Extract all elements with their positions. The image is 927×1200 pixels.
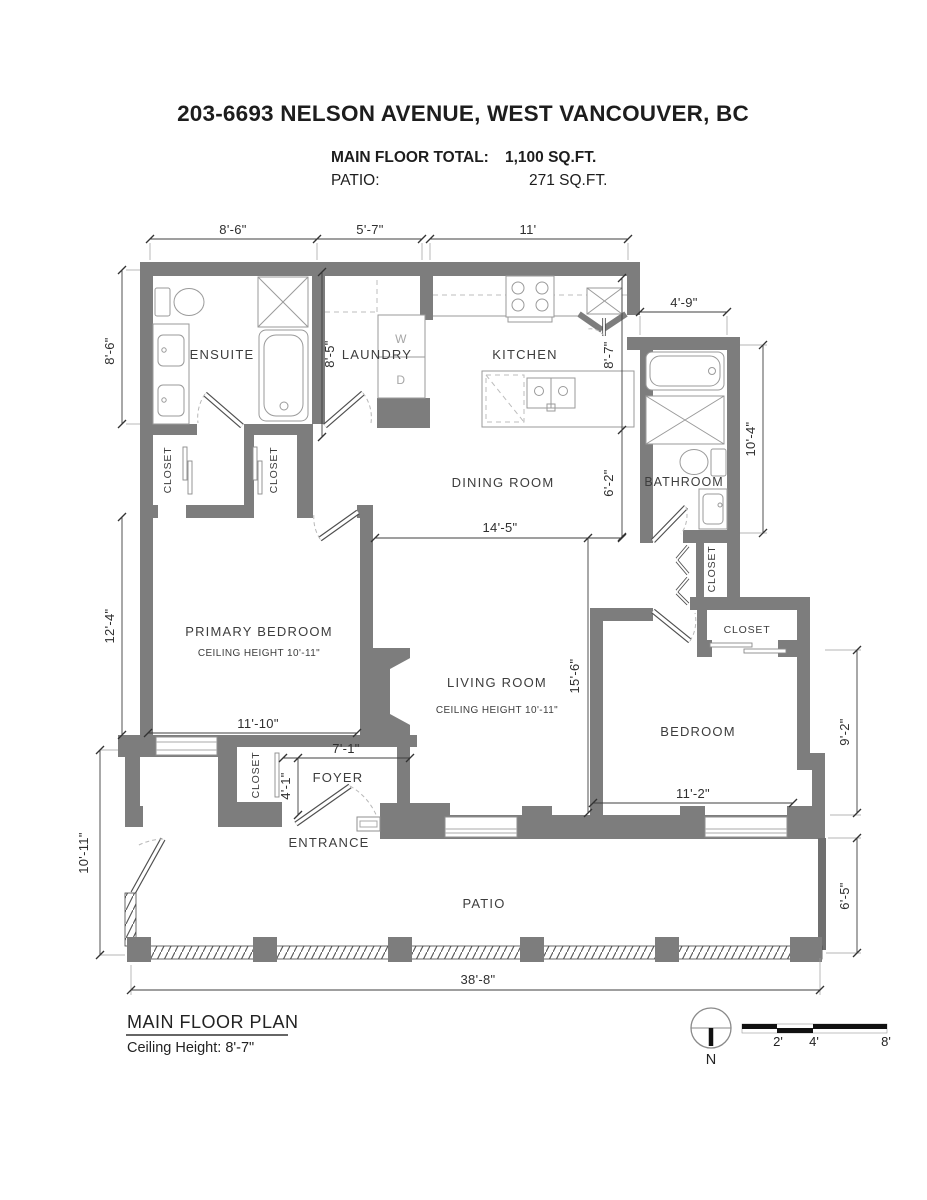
bedroom-door — [653, 611, 696, 641]
footer — [126, 1008, 891, 1068]
plan-title: MAIN FLOOR PLAN — [127, 1012, 299, 1032]
dim-ensuite-w: 8'-6" — [219, 222, 247, 237]
dim-bath-w: 4'-9" — [670, 295, 698, 310]
bathroom-door — [653, 507, 687, 541]
stove-icon — [506, 276, 554, 317]
dim-patio-right: 6'-5" — [837, 882, 852, 910]
dim-patio-w: 38'-8" — [460, 972, 496, 987]
dim-kitchen-w: 11' — [519, 222, 537, 237]
room-label-living: LIVING ROOM — [447, 675, 547, 690]
room-label-primary-bedroom: PRIMARY BEDROOM — [185, 624, 333, 639]
dim-bedroom-h: 9'-2" — [837, 718, 852, 746]
hall-closet-bifold-doors — [677, 546, 688, 604]
ensuite-toilet-bowl-icon — [174, 289, 204, 316]
primary-window — [156, 737, 217, 755]
dim-bath-h: 10'-4" — [743, 421, 758, 457]
living-window — [445, 817, 517, 837]
scale-tick-4: 4' — [809, 1034, 819, 1049]
bath-toilet-tank-icon — [711, 449, 726, 476]
scale-tick-8: 8' — [881, 1034, 891, 1049]
room-label-entrance: ENTRANCE — [288, 835, 370, 850]
page-title: 203-6693 NELSON AVENUE, WEST VANCOUVER, BC — [177, 101, 749, 126]
room-label-kitchen: KITCHEN — [492, 347, 558, 362]
dim-foyer-w: 7'-1" — [332, 741, 360, 756]
ensuite-toilet-tank-icon — [155, 288, 170, 316]
room-label-foyer: FOYER — [312, 770, 364, 785]
ensuite-tub-icon — [259, 330, 308, 421]
dim-patio-left: 10'-11" — [76, 832, 91, 874]
bedroom-window — [705, 817, 787, 837]
dim-dining-nook: 6'-2" — [601, 469, 616, 497]
dim-laundry-w: 5'-7" — [356, 222, 384, 237]
dim-dining-w: 14'-5" — [482, 520, 518, 535]
scale-bar — [742, 1024, 891, 1049]
closet-label-5: CLOSET — [250, 751, 262, 799]
bath-toilet-bowl-icon — [680, 450, 708, 475]
dim-living-h: 15'-6" — [567, 658, 582, 694]
north-compass-icon — [691, 1008, 731, 1068]
patio-label: PATIO: — [331, 172, 380, 189]
washer-label: W — [395, 332, 407, 346]
closet-label-3: CLOSET — [706, 545, 718, 593]
ensuite-door — [198, 394, 242, 426]
total-label: MAIN FLOOR TOTAL: — [331, 149, 489, 166]
room-label-bedroom: BEDROOM — [660, 724, 736, 739]
room-label-ensuite: ENSUITE — [189, 347, 255, 362]
closet-label-2: CLOSET — [268, 446, 280, 494]
dryer-label: D — [396, 373, 406, 387]
patio-gate-door — [133, 839, 163, 893]
header — [177, 101, 749, 189]
scale-tick-2: 2' — [773, 1034, 783, 1049]
closet-label-4: CLOSET — [723, 624, 771, 636]
living-ceiling-height: CEILING HEIGHT 10'-11" — [435, 705, 559, 716]
primary-bedroom-door — [314, 512, 358, 539]
room-label-bathroom: BATHROOM — [644, 475, 724, 489]
room-label-dining: DINING ROOM — [451, 475, 555, 490]
north-label: N — [705, 1052, 717, 1068]
total-value: 1,100 SQ.FT. — [505, 149, 597, 166]
fireplace-notch — [390, 657, 412, 726]
room-label-laundry: LAUNDRY — [341, 347, 413, 362]
closet-label-1: CLOSET — [162, 446, 174, 494]
dim-bedroom-w: 11'-2" — [676, 786, 710, 801]
dim-kitchen-h: 8'-7" — [601, 341, 616, 369]
bath-tub-icon — [646, 352, 724, 390]
room-label-patio: PATIO — [462, 896, 506, 911]
primary-ceiling-height: CEILING HEIGHT 10'-11" — [197, 648, 321, 659]
dim-ensuite-h: 8'-6" — [102, 337, 117, 365]
dim-primary-w: 11'-10" — [237, 716, 279, 731]
plan-ceiling-height: Ceiling Height: 8'-7" — [127, 1040, 255, 1056]
dim-foyer-d: 4'-1" — [278, 772, 293, 800]
patio-value: 271 SQ.FT. — [529, 172, 608, 189]
laundry-door — [325, 393, 371, 426]
dim-primary-h: 12'-4" — [102, 608, 117, 644]
dim-laundry-h: 8'-5" — [322, 340, 337, 368]
